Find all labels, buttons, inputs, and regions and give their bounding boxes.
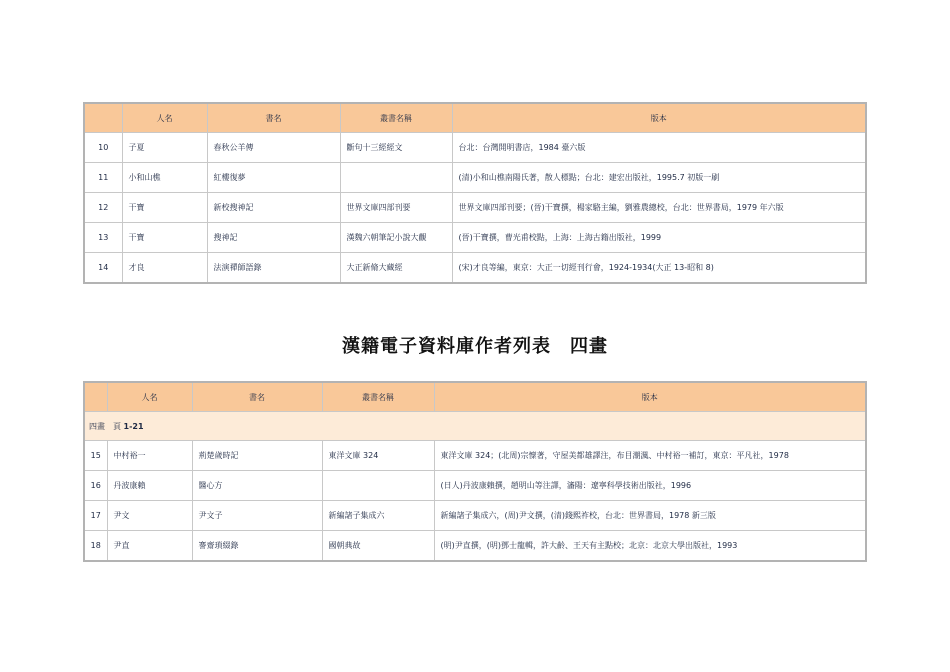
book-cell: 新校搜神記 [207, 193, 340, 223]
table-row [84, 193, 866, 223]
table-row [84, 133, 866, 163]
row-index: 13 [84, 223, 122, 253]
book-cell: 紅樓復夢 [207, 163, 340, 193]
book-cell: 荊楚歲時記 [192, 441, 322, 471]
table-row [84, 501, 866, 531]
book-cell: 搜神記 [207, 223, 340, 253]
table-row [84, 531, 866, 562]
header-index [84, 382, 107, 412]
row-index: 17 [84, 501, 107, 531]
author-table-four-strokes [83, 381, 867, 562]
book-cell: 謇齋瑣綴錄 [192, 531, 322, 562]
row-index: 10 [84, 133, 122, 163]
table-row [84, 163, 866, 193]
edition-cell: (明)尹直撰，(明)鄧士龍輯，許大齡、王天有主點校；北京：北京大學出版社，1993 [434, 531, 866, 562]
header-book: 書名 [207, 103, 340, 133]
book-cell: 法演禪師語錄 [207, 253, 340, 284]
section-row [84, 412, 866, 441]
header-series: 叢書名稱 [340, 103, 452, 133]
series-cell: 國朝典故 [322, 531, 434, 562]
author-cell: 子夏 [122, 133, 207, 163]
series-cell: 漢魏六朝筆記小說大觀 [340, 223, 452, 253]
series-cell [340, 163, 452, 193]
row-index: 12 [84, 193, 122, 223]
header-author: 人名 [122, 103, 207, 133]
header-series: 叢書名稱 [322, 382, 434, 412]
row-index: 16 [84, 471, 107, 501]
author-cell: 才良 [122, 253, 207, 284]
row-index: 18 [84, 531, 107, 562]
section-pages: 1-21 [123, 421, 144, 431]
book-cell: 醫心方 [192, 471, 322, 501]
header-index [84, 103, 122, 133]
series-cell [322, 471, 434, 501]
row-index: 15 [84, 441, 107, 471]
edition-cell: (清)小和山樵南陽氏著，散人標點；台北：建宏出版社，1995.7 初版一刷 [452, 163, 866, 193]
table-row [84, 441, 866, 471]
table-row [84, 253, 866, 284]
table-header-row [84, 103, 866, 133]
author-table-upper [83, 102, 867, 284]
header-edition: 版本 [434, 382, 866, 412]
edition-cell: (宋)才良等編，東京：大正一切經刊行會，1924-1934(大正 13-昭和 8) [452, 253, 866, 284]
book-cell: 尹文子 [192, 501, 322, 531]
edition-cell: 新編諸子集成六，(周)尹文撰，(清)錢熙祚校，台北：世界書局，1978 新三版 [434, 501, 866, 531]
row-index: 14 [84, 253, 122, 284]
author-cell: 丹波康賴 [107, 471, 192, 501]
edition-cell: 世界文庫四部刊要；(晉)干寶撰，楊家駱主編，劉雅農總校，台北：世界書局，1979 年六版 [452, 193, 866, 223]
edition-cell: (日人)丹波康賴撰，趙明山等注譯，瀋陽：遼寧科學技術出版社，1996 [434, 471, 866, 501]
series-cell: 東洋文庫 324 [322, 441, 434, 471]
table-row [84, 223, 866, 253]
author-cell: 干寶 [122, 223, 207, 253]
table-row [84, 471, 866, 501]
header-author: 人名 [107, 382, 192, 412]
section-label [84, 412, 866, 441]
edition-cell: 台北：台灣開明書店，1984 臺六版 [452, 133, 866, 163]
author-cell: 尹直 [107, 531, 192, 562]
header-edition: 版本 [452, 103, 866, 133]
edition-cell: 東洋文庫 324；(北周)宗懍著，守屋美都雄譯注，布目潮渢、中村裕一補訂，東京：平凡社，1978 [434, 441, 866, 471]
book-cell: 春秋公羊傳 [207, 133, 340, 163]
series-cell: 新編諸子集成六 [322, 501, 434, 531]
page-title: 漢籍電子資料庫作者列表 四畫 [342, 336, 608, 357]
edition-cell: (晉)干寶撰，曹光甫校點，上海：上海古籍出版社，1999 [452, 223, 866, 253]
author-cell: 小和山樵 [122, 163, 207, 193]
section-prefix: 四畫 頁 [89, 421, 124, 431]
header-book: 書名 [192, 382, 322, 412]
author-cell: 中村裕一 [107, 441, 192, 471]
series-cell: 斷句十三經經文 [340, 133, 452, 163]
table-header-row [84, 382, 866, 412]
author-cell: 尹文 [107, 501, 192, 531]
row-index: 11 [84, 163, 122, 193]
series-cell: 世界文庫四部刊要 [340, 193, 452, 223]
series-cell: 大正新脩大藏經 [340, 253, 452, 284]
author-cell: 干寶 [122, 193, 207, 223]
